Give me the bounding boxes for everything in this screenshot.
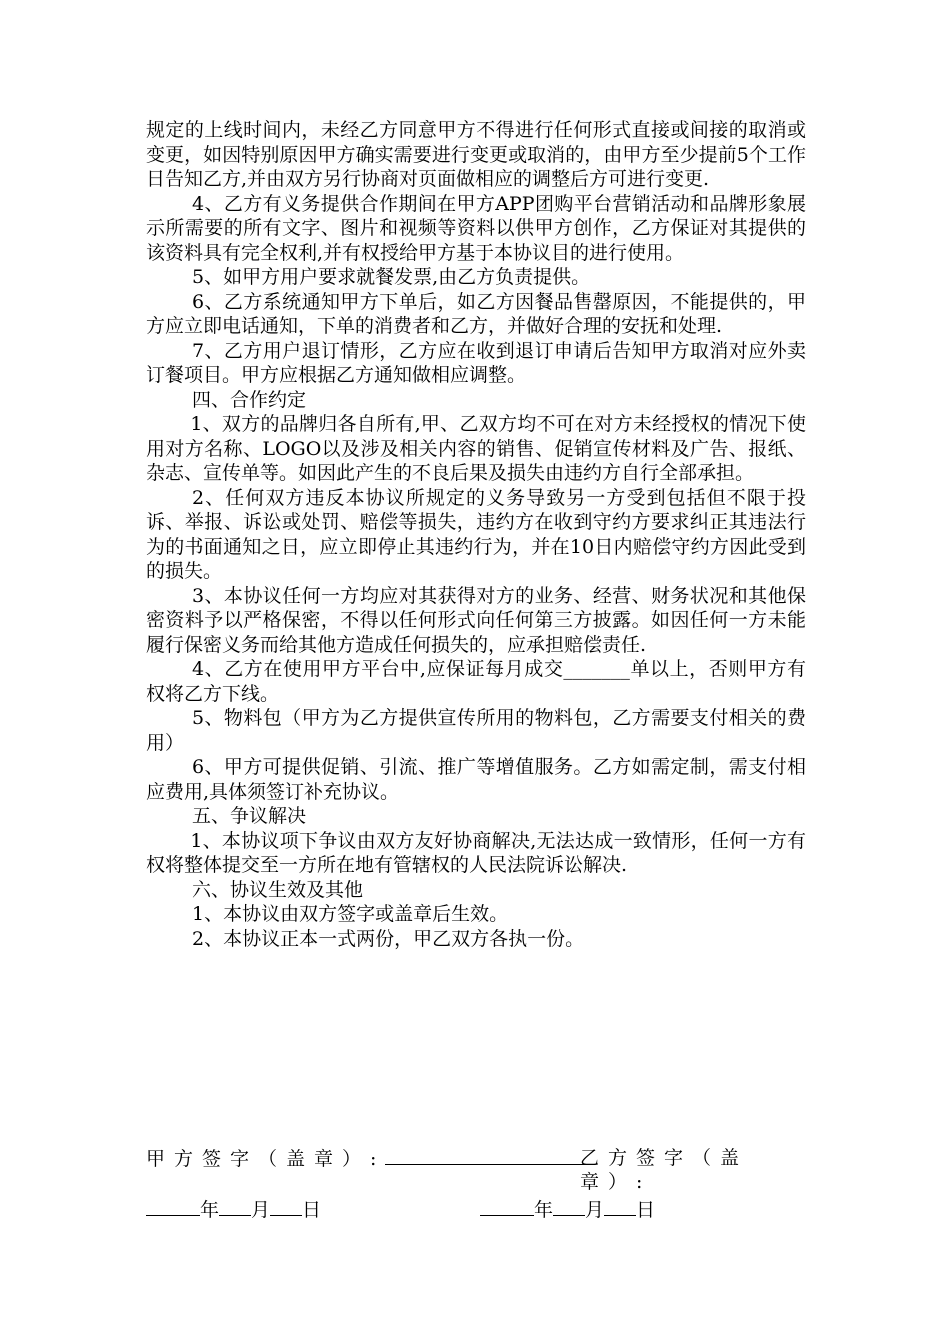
year-label: 年 — [534, 1199, 554, 1221]
clause-paragraph: 5、如甲方用户要求就餐发票,由乙方负责提供。 — [192, 266, 591, 288]
day-label: 日 — [302, 1199, 322, 1221]
party-b-signature-label: 乙方签字（盖章）: — [580, 1147, 749, 1193]
clause-paragraph: 1、本协议项下争议由双方友好协商解决,无法达成一致情形，任何一方有权将整体提交至一方所在地有管辖权的人民法院诉讼解决. — [146, 829, 806, 876]
clause-paragraph: 5、物料包（甲方为乙方提供宣传所用的物料包，乙方需要支付相关的费用） — [146, 707, 806, 754]
clause-paragraph: 1、本协议由双方签字或盖章后生效。 — [192, 903, 509, 925]
month-blank — [219, 1197, 251, 1216]
year-label: 年 — [200, 1199, 220, 1221]
party-a-signature-label: 甲方签字（盖章）: — [146, 1148, 386, 1170]
clause-paragraph: 六、协议生效及其他 — [192, 878, 364, 901]
clause-paragraph: 2、任何双方违反本协议所规定的义务导致另一方受到包括但不限于投诉、举报、诉讼或处罚、赔偿等损失，违约方在收到守约方要求纠正其违法行为的书面通知之日，应立即停止其违约行为，并在10日内赔偿守约方因此受到的损失。 — [146, 486, 806, 582]
day-blank — [270, 1197, 302, 1216]
clause-paragraph: 四、合作约定 — [192, 388, 307, 411]
party-a-signature-blank — [385, 1146, 587, 1165]
signature-line — [146, 1146, 806, 1193]
year-blank — [480, 1197, 534, 1216]
clause-paragraph: 1、双方的品牌归各自所有,甲、乙双方均不可在对方未经授权的情况下使用对方名称、LOGO以及涉及相关内容的销售、促销宣传材料及广告、报纸、杂志、宣传单等。如因此产生的不良后果及损失由违约方自行全部承担。 — [146, 413, 806, 484]
year-blank — [146, 1197, 200, 1216]
party-a-date — [146, 1197, 321, 1222]
day-blank — [604, 1197, 636, 1216]
clause-paragraph: 6、甲方可提供促销、引流、推广等增值服务。乙方如需定制，需支付相应费用,具体须签订补充协议。 — [146, 756, 806, 803]
month-blank — [553, 1197, 585, 1216]
clause-paragraph: 4、乙方在使用甲方平台中,应保证每月成交_______单以上，否则甲方有权将乙方下线。 — [146, 658, 806, 705]
party-b-date — [480, 1197, 655, 1222]
month-label: 月 — [251, 1199, 271, 1221]
month-label: 月 — [585, 1199, 605, 1221]
clause-paragraph: 五、争议解决 — [192, 805, 307, 827]
clause-paragraph: 2、本协议正本一式两份，甲乙双方各执一份。 — [192, 927, 585, 950]
clause-paragraph: 3、本协议任何一方均应对其获得对方的业务、经营、财务状况和其他保密资料予以严格保密，不得以任何形式向任何第三方披露。如因任何一方未能履行保密义务而给其他方造成任何损失的，应承担赔偿责任. — [146, 584, 806, 656]
contract-body — [146, 118, 806, 951]
clause-paragraph: 6、乙方系统通知甲方下单后，如乙方因餐品售罄原因，不能提供的，甲方应立即电话通知，下单的消费者和乙方，并做好合理的安抚和处理. — [146, 290, 806, 337]
clause-paragraph: 规定的上线时间内，未经乙方同意甲方不得进行任何形式直接或间接的取消或变更，如因特别原因甲方确实需要进行变更或取消的，由甲方至少提前5个工作日告知乙方,并由双方另行协商对页面做相应的调整后方可进行变更. — [146, 119, 806, 190]
clause-paragraph: 7、乙方用户退订情形，乙方应在收到退订申请后告知甲方取消对应外卖订餐项目。甲方应根据乙方通知做相应调整。 — [146, 339, 806, 386]
day-label: 日 — [636, 1199, 656, 1221]
clause-paragraph: 4、乙方有义务提供合作期间在甲方APP团购平台营销活动和品牌形象展示所需要的所有文字、图片和视频等资料以供甲方创作，乙方保证对其提供的该资料具有完全权利,并有权授给甲方基于本协议目的进行使用。 — [146, 192, 806, 264]
